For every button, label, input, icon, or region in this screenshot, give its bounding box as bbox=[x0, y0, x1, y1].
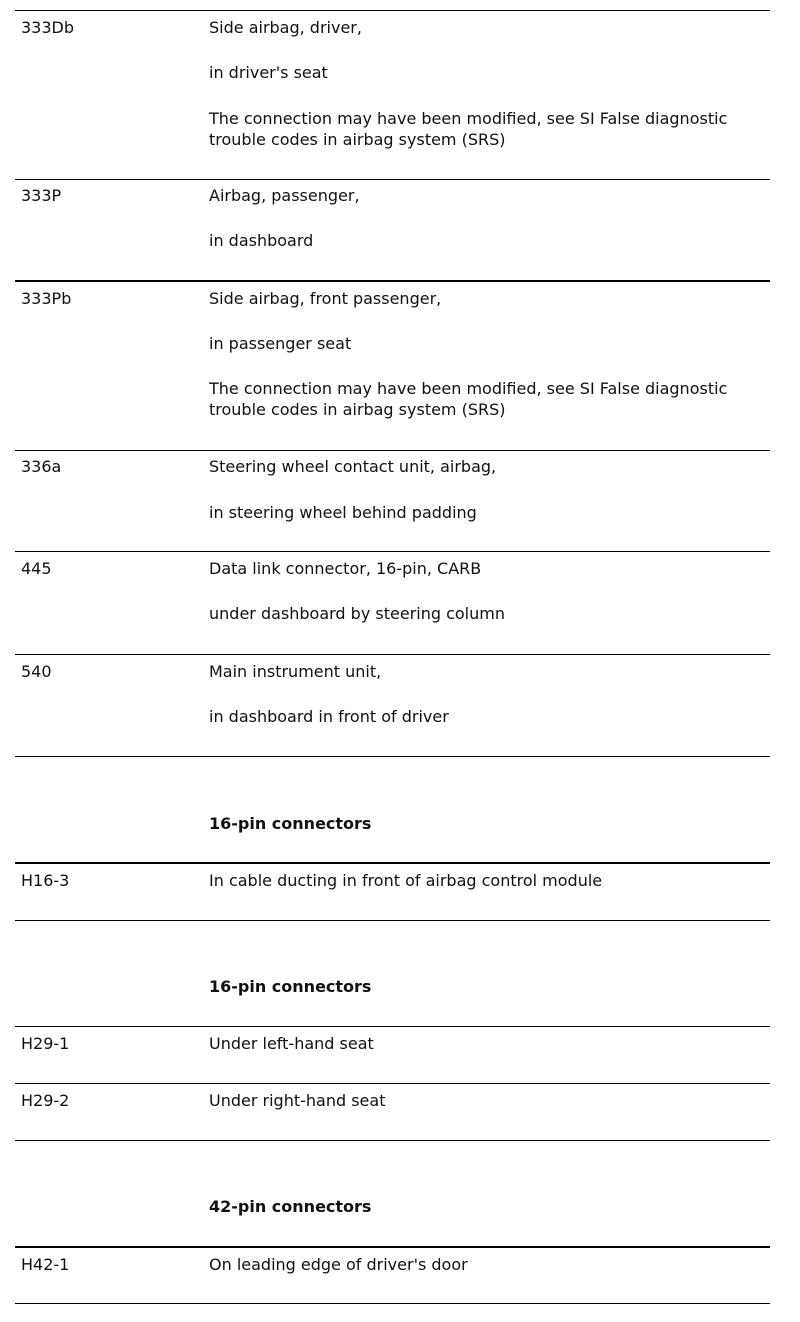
component-code: 445 bbox=[21, 559, 52, 578]
row-divider bbox=[15, 10, 770, 11]
row-divider bbox=[15, 280, 770, 282]
component-code: 333P bbox=[21, 186, 62, 205]
component-location: in dashboard bbox=[209, 231, 314, 250]
component-note: trouble codes in airbag system (SRS) bbox=[209, 400, 506, 419]
row-divider bbox=[15, 862, 770, 864]
row-divider bbox=[15, 450, 770, 451]
row-divider bbox=[15, 756, 770, 757]
section-heading: 42-pin connectors bbox=[209, 1197, 372, 1216]
component-description: Main instrument unit, bbox=[209, 662, 382, 681]
connector-code: H29-2 bbox=[21, 1091, 70, 1110]
connector-location: On leading edge of driver's door bbox=[209, 1255, 468, 1274]
component-note: The connection may have been modified, see SI False diagnostic bbox=[209, 379, 728, 398]
component-location: in dashboard in front of driver bbox=[209, 707, 449, 726]
row-divider bbox=[15, 1140, 770, 1141]
component-location: in steering wheel behind padding bbox=[209, 503, 477, 522]
section-heading: 16-pin connectors bbox=[209, 977, 372, 996]
row-divider bbox=[15, 179, 770, 180]
connector-code: H16-3 bbox=[21, 871, 70, 890]
connector-location: Under right-hand seat bbox=[209, 1091, 386, 1110]
component-code: 540 bbox=[21, 662, 52, 681]
connector-code: H42-1 bbox=[21, 1255, 70, 1274]
component-note: The connection may have been modified, see SI False diagnostic bbox=[209, 109, 728, 128]
component-description: Data link connector, 16-pin, CARB bbox=[209, 559, 482, 578]
connector-location: In cable ducting in front of airbag control module bbox=[209, 871, 603, 890]
row-divider bbox=[15, 1303, 770, 1304]
component-location: in passenger seat bbox=[209, 334, 352, 353]
component-code: 333Pb bbox=[21, 289, 72, 308]
component-description: Airbag, passenger, bbox=[209, 186, 360, 205]
connector-location: Under left-hand seat bbox=[209, 1034, 374, 1053]
component-code: 336a bbox=[21, 457, 62, 476]
connector-code: H29-1 bbox=[21, 1034, 70, 1053]
component-description: Steering wheel contact unit, airbag, bbox=[209, 457, 497, 476]
row-divider bbox=[15, 920, 770, 921]
component-location: in driver's seat bbox=[209, 63, 328, 82]
component-description: Side airbag, front passenger, bbox=[209, 289, 442, 308]
component-note: trouble codes in airbag system (SRS) bbox=[209, 130, 506, 149]
row-divider bbox=[15, 1083, 770, 1084]
row-divider bbox=[15, 1246, 770, 1248]
component-description: Side airbag, driver, bbox=[209, 18, 362, 37]
component-location: under dashboard by steering column bbox=[209, 604, 505, 623]
row-divider bbox=[15, 1026, 770, 1027]
row-divider bbox=[15, 551, 770, 552]
component-code: 333Db bbox=[21, 18, 75, 37]
section-heading: 16-pin connectors bbox=[209, 814, 372, 833]
row-divider bbox=[15, 654, 770, 655]
